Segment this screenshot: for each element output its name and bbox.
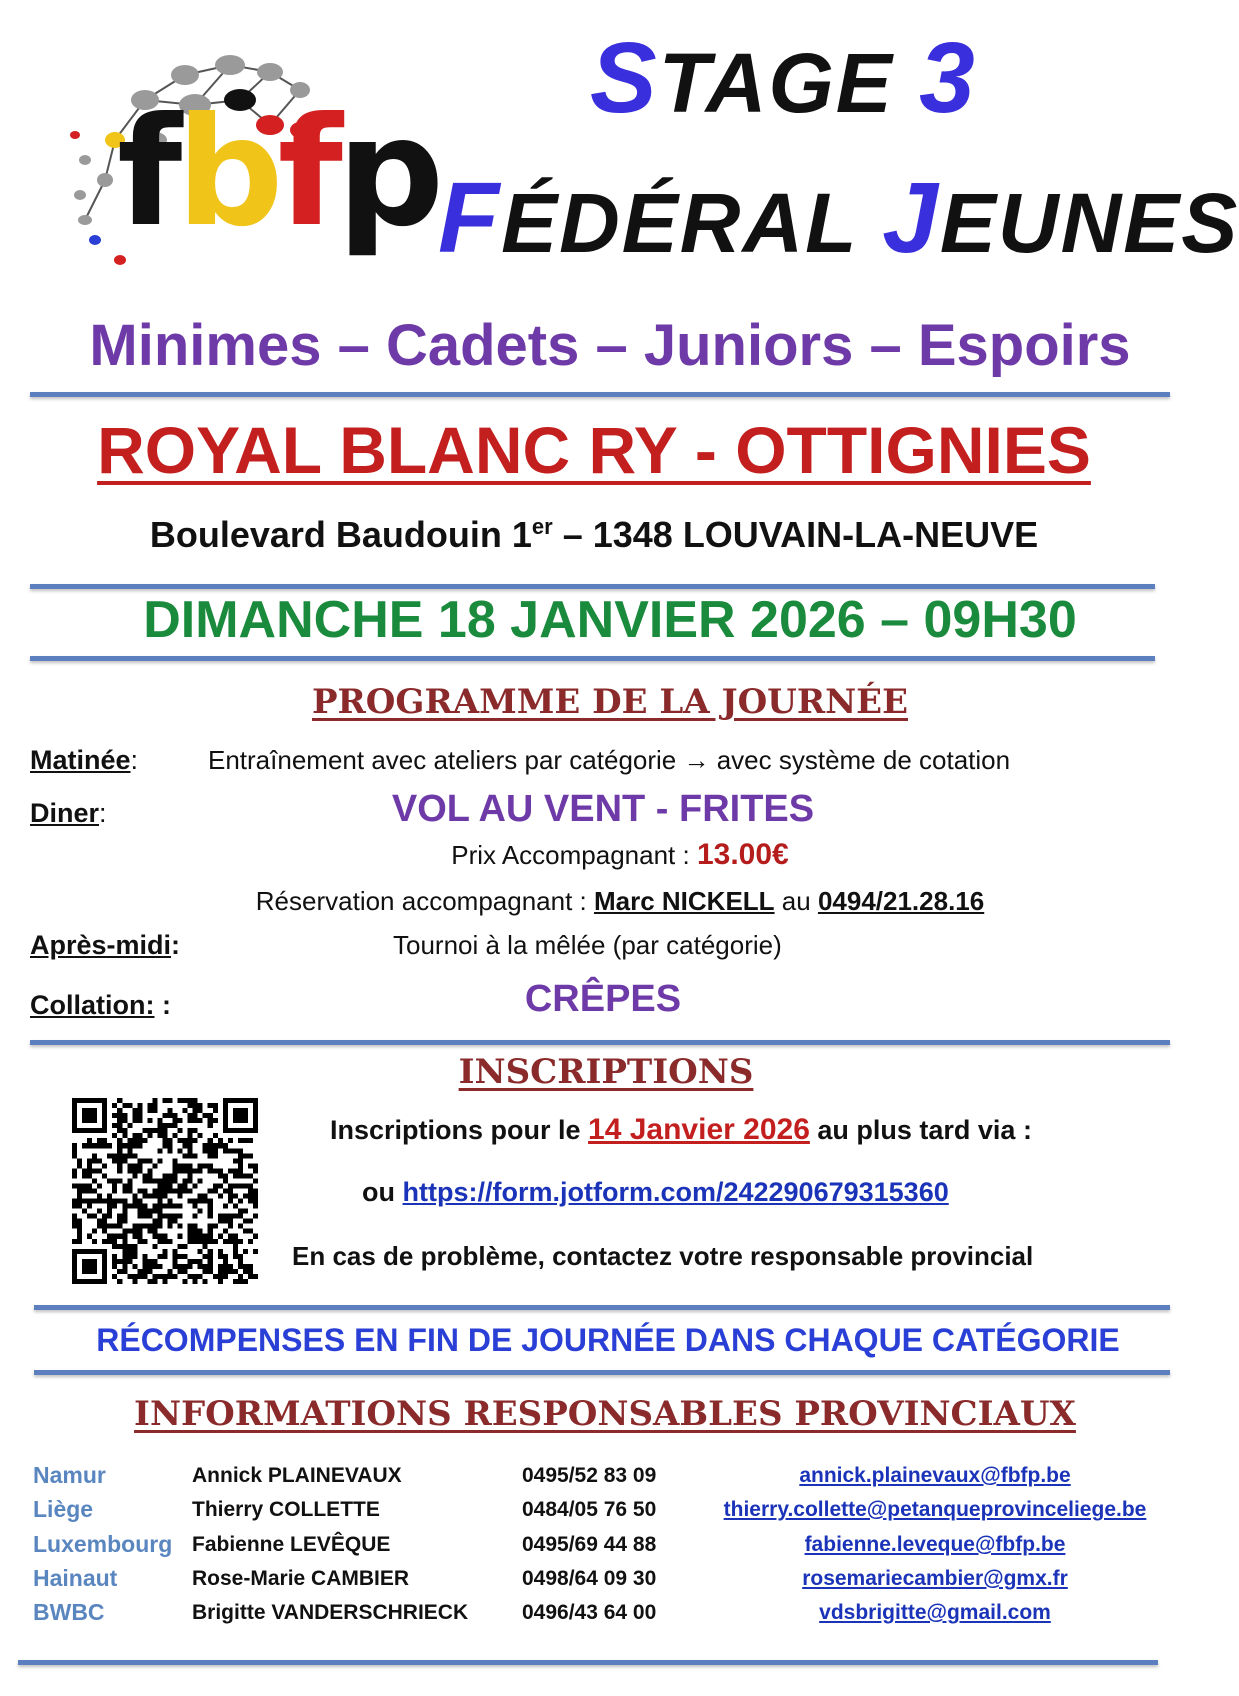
diner-label-text: Diner bbox=[30, 798, 100, 828]
prix-accompagnant bbox=[20, 838, 1220, 872]
deadline-after: au plus tard via : bbox=[809, 1115, 1032, 1145]
categories-line: Minimes – Cadets – Juniors – Espoirs bbox=[89, 313, 1131, 378]
stage-cap: S bbox=[590, 22, 659, 134]
apres-label-suffix: : bbox=[171, 930, 181, 960]
jeunes-cap: J bbox=[882, 162, 940, 274]
matinee-label-text: Matinée bbox=[30, 745, 131, 775]
contact-name: Fabienne LEVÊQUE bbox=[192, 1533, 391, 1556]
jeunes-rest: EUNES bbox=[939, 176, 1239, 270]
contact-email[interactable]: thierry.collette@petanqueprovinceliege.be bbox=[723, 1498, 1147, 1521]
address-street: Boulevard Baudouin 1 bbox=[149, 514, 532, 555]
contact-phone: 0495/52 83 09 bbox=[522, 1464, 657, 1487]
collation-text: CRÊPES bbox=[524, 978, 682, 1020]
apres-midi-text: Tournoi à la mêlée (par catégorie) bbox=[393, 930, 782, 960]
stage-title bbox=[590, 22, 977, 134]
deadline-before: Inscriptions pour le bbox=[330, 1115, 589, 1145]
address-city: – 1348 LOUVAIN-LA-NEUVE bbox=[552, 514, 1039, 555]
federal-rest: ÉDÉRAL bbox=[501, 176, 883, 270]
stage-number: 3 bbox=[919, 22, 977, 134]
contacts-title: INFORMATIONS RESPONSABLES PROVINCIAUX bbox=[134, 1394, 1076, 1434]
contact-province: BWBC bbox=[33, 1599, 105, 1625]
deadline-date: 14 Janvier 2026 bbox=[588, 1113, 810, 1146]
prix-value: 13.00€ bbox=[696, 838, 789, 871]
divider-1 bbox=[30, 392, 1170, 397]
divider-6 bbox=[34, 1370, 1170, 1375]
divider-5 bbox=[34, 1305, 1170, 1310]
matinee-text: Entraînement avec ateliers par catégorie → avec système de cotation bbox=[208, 745, 1011, 775]
collation-label-text: Collation: bbox=[30, 990, 155, 1020]
inscriptions-deadline bbox=[330, 1113, 1032, 1147]
contact-email[interactable]: annick.plainevaux@fbfp.be bbox=[799, 1464, 1071, 1487]
contact-phone: 0498/64 09 30 bbox=[522, 1567, 657, 1590]
contact-phone: 0495/69 44 88 bbox=[522, 1533, 657, 1556]
contact-email[interactable]: vdsbrigitte@gmail.com bbox=[819, 1601, 1051, 1624]
apres-midi-label bbox=[30, 930, 180, 961]
contact-name: Rose-Marie CAMBIER bbox=[192, 1567, 410, 1590]
resa-label: Réservation accompagnant : bbox=[255, 886, 594, 916]
matinee-label-suffix: : bbox=[130, 745, 139, 775]
inscriptions-title: INSCRIPTIONS bbox=[458, 1052, 754, 1092]
inscriptions-help: En cas de problème, contactez votre responsable provincial bbox=[292, 1241, 1034, 1271]
divider-7 bbox=[18, 1660, 1158, 1665]
contact-name: Thierry COLLETTE bbox=[192, 1498, 380, 1521]
event-date: DIMANCHE 18 JANVIER 2026 – 09H30 bbox=[143, 591, 1077, 649]
contact-phone: 0484/05 76 50 bbox=[522, 1498, 657, 1521]
club-name: ROYAL BLANC RY - OTTIGNIES bbox=[97, 413, 1091, 487]
reservation-line bbox=[20, 886, 1220, 917]
programme-title: PROGRAMME DE LA JOURNÉE bbox=[311, 682, 908, 722]
contact-province: Hainaut bbox=[33, 1565, 118, 1591]
contact-email[interactable]: rosemariecambier@gmx.fr bbox=[802, 1567, 1068, 1590]
stage-rest: TAGE bbox=[658, 36, 920, 130]
resa-au: au bbox=[774, 886, 818, 916]
contact-province: Liège bbox=[33, 1496, 94, 1522]
resa-phone: 0494/21.28.16 bbox=[817, 886, 985, 916]
jotform-link[interactable]: https://form.jotform.com/242290679315360 bbox=[402, 1177, 949, 1207]
prix-label: Prix Accompagnant : bbox=[451, 840, 697, 870]
divider-2 bbox=[30, 584, 1155, 589]
venue-address bbox=[0, 514, 1194, 556]
contact-email[interactable]: fabienne.leveque@fbfp.be bbox=[804, 1533, 1066, 1556]
logo-wordmark: fbfp bbox=[117, 86, 439, 260]
contact-phone: 0496/43 64 00 bbox=[522, 1601, 657, 1624]
contact-province: Namur bbox=[33, 1462, 106, 1488]
qr-code-graphic bbox=[72, 1098, 258, 1284]
apres-label-text: Après-midi bbox=[30, 930, 172, 960]
resa-name: Marc NICKELL bbox=[593, 886, 775, 916]
address-sup: er bbox=[531, 514, 553, 539]
rewards-banner: RÉCOMPENSES EN FIN DE JOURNÉE DANS CHAQUE CATÉGORIE bbox=[96, 1322, 1120, 1358]
matinee-label bbox=[30, 745, 138, 776]
contact-name: Annick PLAINEVAUX bbox=[192, 1464, 402, 1487]
diner-label-suffix: : bbox=[99, 798, 107, 828]
qr-code[interactable] bbox=[72, 1098, 258, 1284]
divider-3 bbox=[30, 656, 1155, 661]
link-prefix: ou bbox=[362, 1177, 403, 1207]
collation-label-suffix: : bbox=[154, 990, 171, 1020]
contact-province: Luxembourg bbox=[33, 1531, 173, 1557]
federal-cap: F bbox=[438, 162, 502, 274]
divider-4 bbox=[30, 1040, 1170, 1045]
diner-menu: VOL AU VENT - FRITES bbox=[391, 788, 815, 830]
contact-name: Brigitte VANDERSCHRIECK bbox=[192, 1601, 469, 1624]
fbfp-logo bbox=[55, 30, 439, 290]
federal-jeunes-title bbox=[438, 162, 1239, 274]
inscriptions-link-line bbox=[362, 1177, 949, 1208]
